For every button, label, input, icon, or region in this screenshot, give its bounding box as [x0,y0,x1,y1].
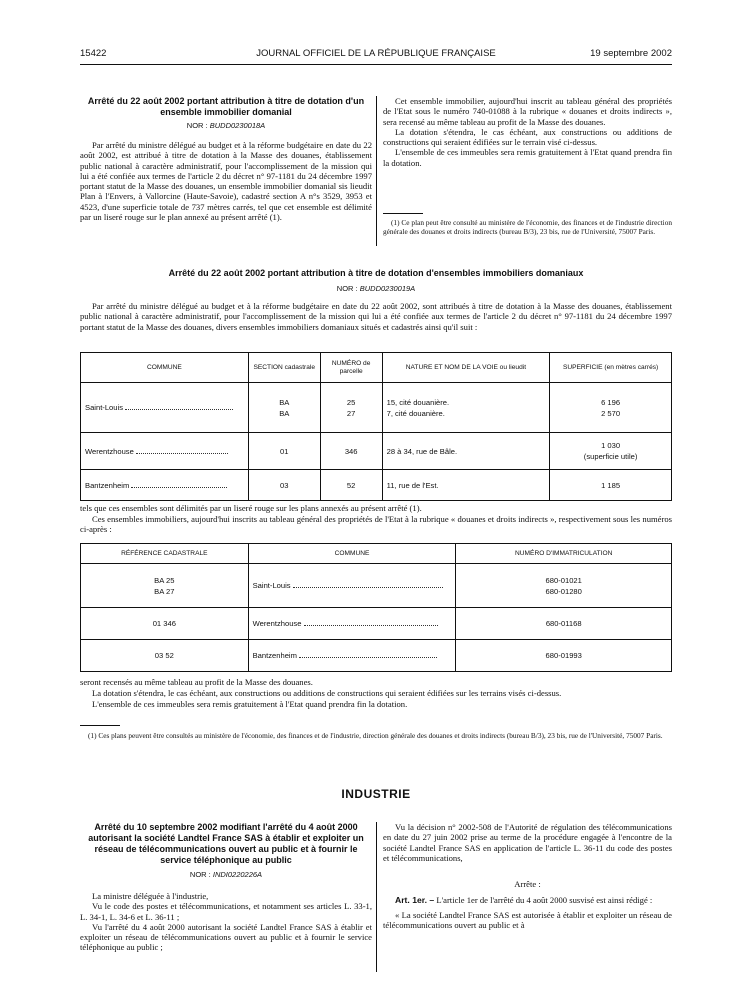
immatriculation-cell: 680-01993 [456,640,672,672]
decree3-right-paragraph-1: Vu la décision n° 2002-508 de l'Autorité de régulation des télécommunications en date du 27 juin 2002 prise au terme de la procédure engagée à l'encontre de la société Landtel France SAS en application de l'article L. 36-11 du code des postes et télécommunications, [383,822,672,863]
registration-table-header [81,544,672,564]
superficie-cell: 6 196 2 570 [550,383,672,433]
table-row [81,433,672,470]
footnote-rule [80,725,120,726]
table-row [81,383,672,433]
decree2-after-table1-a: tels que ces ensembles sont délimités par un liseré rouge sur les plans annexés au présent arrêté (1). [80,503,422,513]
column-divider [376,822,377,972]
decree3-left-paragraph-1: La ministre déléguée à l'industrie, [92,891,209,901]
reference-cell: 01 346 [81,608,249,640]
superficie-cell: 1 185 [550,470,672,501]
col-superficie: SUPERFICIE (en mètres carrés) [550,353,672,383]
section-heading: INDUSTRIE [341,787,411,801]
superficie-cell: 1 030 (superficie utile) [550,433,672,470]
commune-cell: Saint-Louis [81,383,249,433]
commune-cell: Bantzenheim [81,470,249,501]
decree2-after-table2-c: L'ensemble de ces immeubles sera remis gratuitement à l'Etat quand prendra fin la dotation. [92,699,408,709]
table-row [81,470,672,501]
col-voie: NATURE ET NOM DE LA VOIE ou lieudit [382,353,550,383]
decree1-title: Arrêté du 22 août 2002 portant attribution à titre de dotation d'un ensemble immobilier domanial [87,96,365,117]
reference-cell: 03 52 [81,640,249,672]
decree3-nor: NOR : INDI0220226A [189,870,263,879]
decree1-paragraph-1: Par arrêté du ministre délégué au budget et à la réforme budgétaire en date du 22 août 2002, est attribué à titre de dotation à la Masse des douanes, établissement public national à caractère administratif, pour l'accomplissement de la mission qui lui a été confiée aux termes de l'article 2 du décret n° 97-1181 du 24 décembre 1997 portant statut de la Masse des douanes, un ensemble immobilier domanial sis lieudit Plan à l'Envers, à Vallorcine (Haute-Savoie), cadastré section A n°s 3529, 3953 et 4523, d'une superficie totale de 737 mètres carrés, tel que cet ensemble est délimité par un liseré rouge sur le plan annexé au présent arrêté (1). [80,140,372,223]
table-row [81,564,672,608]
immatriculation-cell: 680-01021 680-01280 [456,564,672,608]
col-immatriculation: NUMÉRO D'IMMATRICULATION [456,544,672,564]
decree3-title: Arrêté du 10 septembre 2002 modifiant l'arrêté du 4 août 2000 autorisant la société Landtel France SAS à établir et exploiter un réseau de télécommunications ouvert au public et à fournir le service téléphonique au public [88,822,364,865]
decree2-after-table2-a: seront recensés au même tableau au profit de la Masse des douanes. [80,677,313,687]
decree2-nor: NOR : BUDD0230019A [336,284,416,293]
decree1-nor: NOR : BUDD0230018A [186,121,266,130]
page-header [80,48,672,64]
voie-cell: 11, rue de l'Est. [382,470,550,501]
parcels-table-header [81,353,672,383]
decree2-after-table2-b: La dotation s'étendra, le cas échéant, aux constructions ou additions de constructions qui seraient édifiées sur les terrains visés ci-dessus. [92,688,562,698]
footnote-rule [383,213,423,214]
col-reference: RÉFÉRENCE CADASTRALE [81,544,249,564]
section-cell: 03 [248,470,320,501]
decree1-right-column [383,96,672,168]
registration-table [80,543,672,672]
table-row [81,608,672,640]
parcelle-cell: 346 [320,433,382,470]
section-cell: 01 [248,433,320,470]
voie-cell: 28 à 34, rue de Bâle. [382,433,550,470]
commune-cell: Werentzhouse [248,608,456,640]
decree3-article-1: Art. 1er. – L'article 1er de l'arrêté du 4 août 2000 susvisé est ainsi rédigé : [395,895,653,906]
decree1-left-column [80,96,372,222]
decree1-paragraph-3: La dotation s'étendra, le cas échéant, aux constructions ou additions de constructions qui seraient édifiées sur le terrain visé ci-dessus. [383,126,672,148]
col-section: SECTION cadastrale [248,353,320,383]
journal-title: JOURNAL OFFICIEL DE LA RÉPUBLIQUE FRANÇAISE [256,48,496,59]
section-cell: BA BA [248,383,320,433]
parcelle-cell: 25 27 [320,383,382,433]
reference-cell: BA 25 BA 27 [81,564,249,608]
col-parcelle: NUMÉRO de parcelle [320,353,382,383]
parcels-table [80,352,672,501]
commune-cell: Werentzhouse [81,433,249,470]
page-number: 15422 [80,48,107,59]
decree2-after-table1-b: Ces ensembles immobiliers, aujourd'hui inscrits au tableau général des propriétés de l'Etat à la rubrique « douanes et droits indirects », respectivement sous les numéros ci-après : [80,514,672,535]
decree3-arrete: Arrête : [514,879,541,890]
decree3-left-column [80,822,372,953]
issue-date: 19 septembre 2002 [590,48,672,59]
decree3-left-paragraph-3: Vu l'arrêté du 4 août 2000 autorisant la société Landtel France SAS à établir et exploiter un réseau de télécommunications ouvert au public et à fournir le service téléphonique au public ; [80,921,372,953]
voie-cell: 15, cité douanière. 7, cité douanière. [382,383,550,433]
decree3-right-column [383,822,672,930]
decree1-paragraph-4: L'ensemble de ces immeubles sera remis gratuitement à l'Etat quand prendra fin la dotation. [383,147,672,168]
header-rule [80,64,672,65]
decree1-paragraph-2: Cet ensemble immobilier, aujourd'hui inscrit au tableau général des propriétés de l'Etat sous le numéro 740-01088 à la rubrique « douanes et droits indirects », sera recensé au même tableau au profit de la Masse des douanes. [383,96,672,127]
commune-cell: Bantzenheim [248,640,456,672]
decree2-intro: Par arrêté du ministre délégué au budget et à la réforme budgétaire en date du 22 août 2002, sont attribués à titre de dotation à la Masse des douanes, établissement public national à caractère administratif, pour l'accomplissement de la mission qui lui a été confiée aux termes de l'article 2 du décret n° 97-1181 du 24 décembre 1997 portant statut de la Masse des douanes, divers ensembles immobiliers domaniaux situés et cadastrés ainsi qu'il suit : [80,301,672,332]
column-divider [376,96,377,246]
col-commune: COMMUNE [81,353,249,383]
table-row [81,640,672,672]
commune-cell: Saint-Louis [248,564,456,608]
col-commune: COMMUNE [248,544,456,564]
decree3-quote: « La société Landtel France SAS est autorisée à établir et exploiter un réseau de télécommunications ouvert au public et à [383,909,672,931]
parcelle-cell: 52 [320,470,382,501]
immatriculation-cell: 680-01168 [456,608,672,640]
decree3-left-paragraph-2: Vu le code des postes et télécommunications, et notamment ses articles L. 33-1, L. 34-1, L. 34-6 et L. 36-11 ; [80,901,372,922]
decree2-footnote: (1) Ces plans peuvent être consultés au ministère de l'économie, des finances et de l'industrie, direction générale des douanes et droits indirects (bureau B/3), 23 bis, rue de l'Université, 75007 Paris. [88,731,663,740]
decree1-footnote: (1) Ce plan peut être consulté au ministère de l'économie, des finances et de l'industrie direction générale des douanes et droits indirects (bureau B/3), 23 bis, rue de l'Université, 75007 Paris. [383,218,672,236]
decree2-title: Arrêté du 22 août 2002 portant attribution à titre de dotation d'ensembles immobiliers domaniaux [168,268,584,278]
